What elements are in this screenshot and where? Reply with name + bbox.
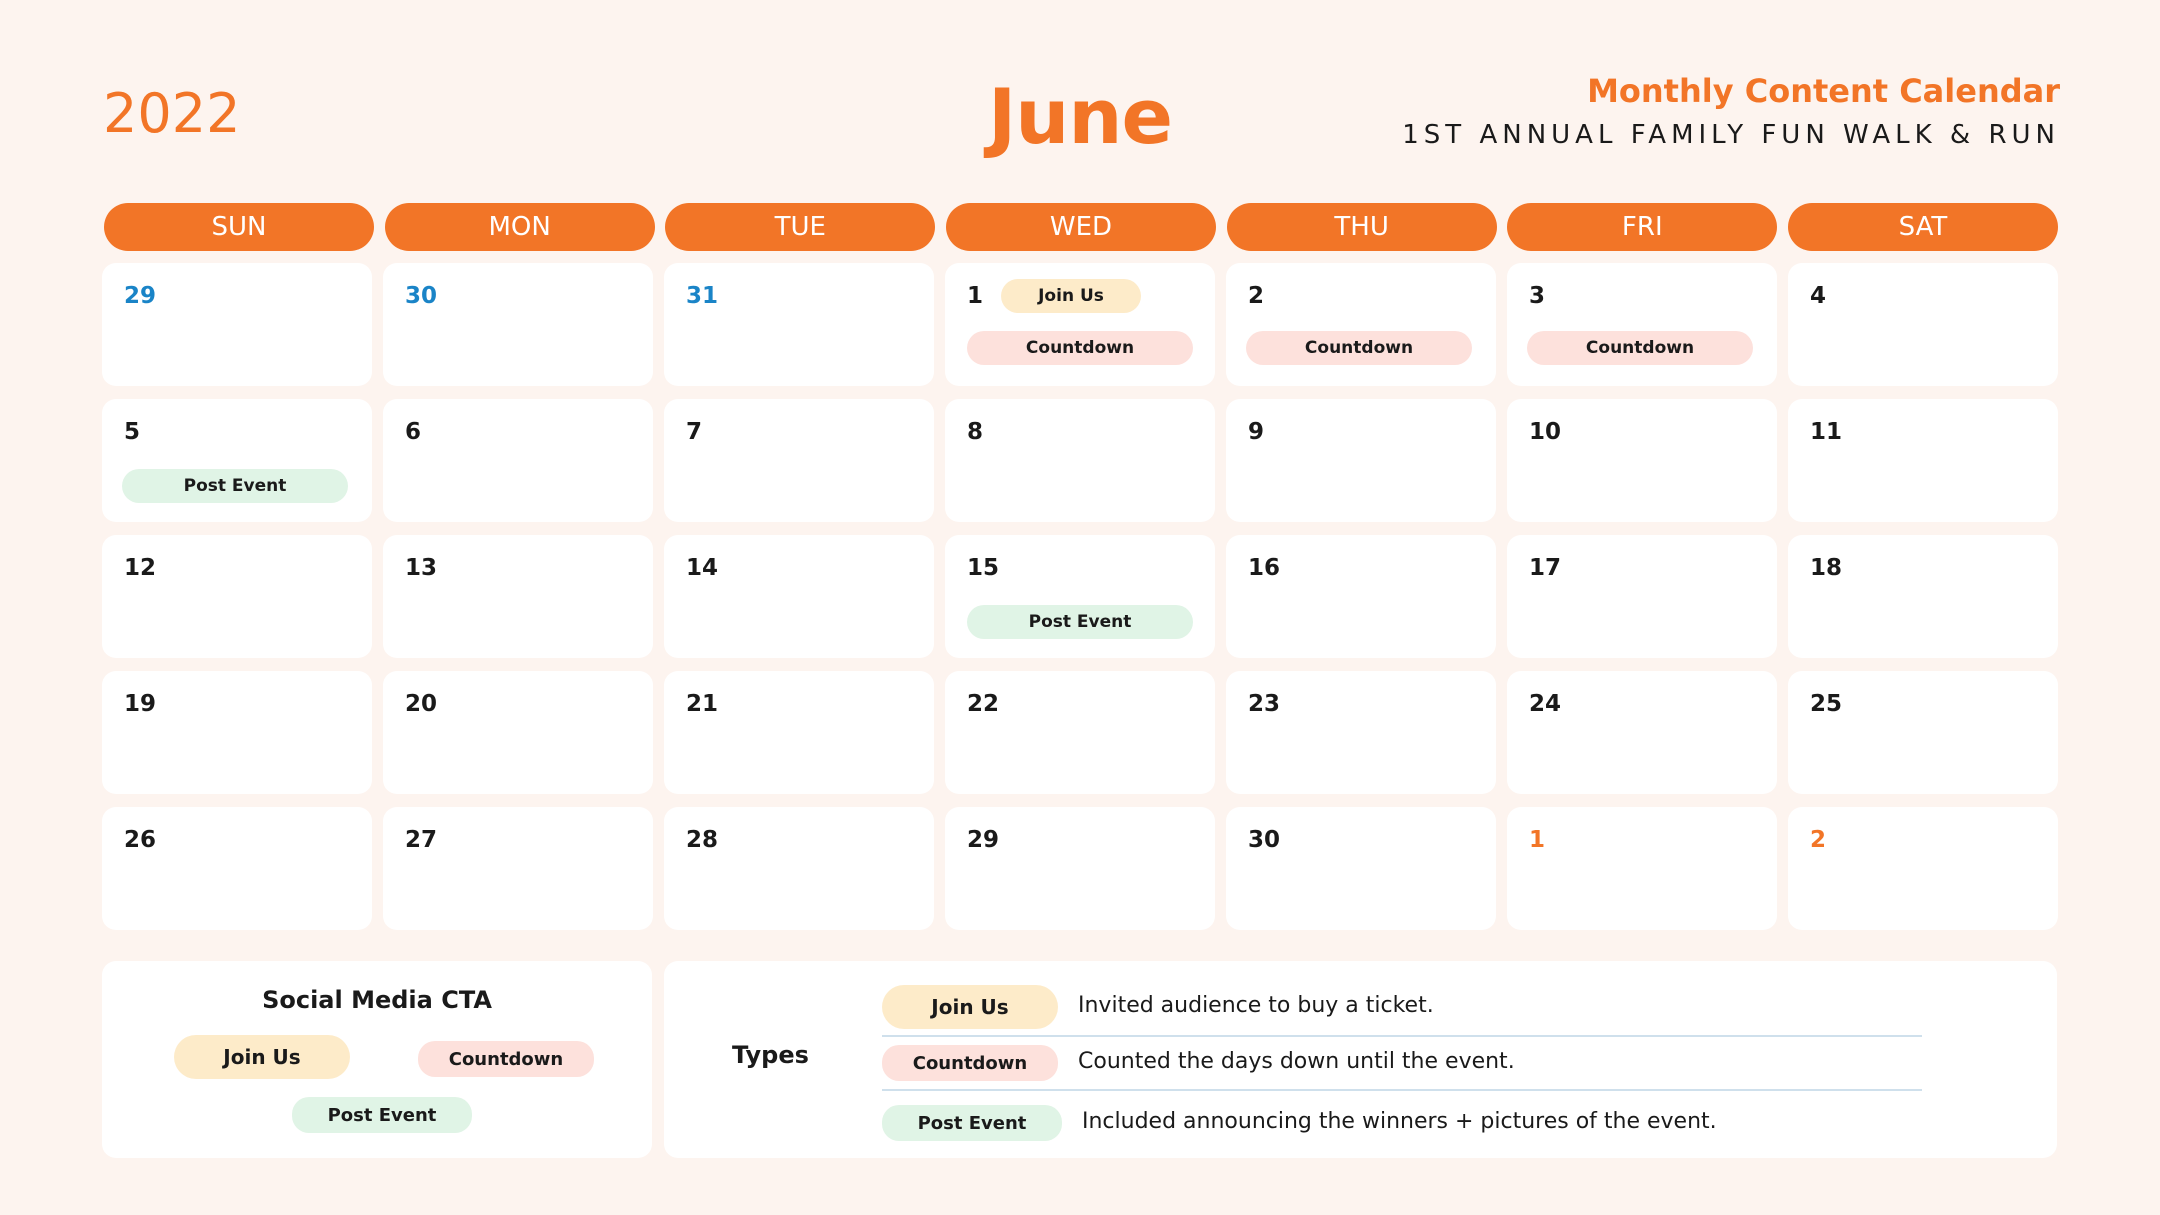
day-cell[interactable]: [664, 671, 934, 794]
day-cell[interactable]: [383, 535, 653, 658]
social-cta-title: Social Media CTA: [262, 986, 492, 1014]
day-cell[interactable]: [1226, 399, 1496, 522]
day-cell[interactable]: [102, 263, 372, 386]
day-number: 31: [686, 283, 719, 309]
day-cell[interactable]: [102, 807, 372, 930]
day-number: 29: [124, 283, 157, 309]
day-cell[interactable]: [383, 807, 653, 930]
day-cell[interactable]: [1226, 807, 1496, 930]
day-number: 19: [124, 691, 157, 717]
weekday-header-row: [104, 203, 2058, 251]
day-cell[interactable]: [102, 399, 372, 522]
day-number: 3: [1529, 283, 1546, 309]
header-right: [1402, 72, 2060, 150]
day-cell[interactable]: [945, 263, 1215, 386]
day-cell[interactable]: [945, 807, 1215, 930]
day-cell[interactable]: [1507, 263, 1777, 386]
day-cell[interactable]: [664, 807, 934, 930]
weekday-wed: WED: [946, 203, 1216, 251]
calendar-title: Monthly Content Calendar: [1587, 72, 2060, 110]
day-number: 4: [1810, 283, 1827, 309]
weekday-tue: TUE: [665, 203, 935, 251]
day-cell[interactable]: [664, 399, 934, 522]
day-number: 29: [967, 827, 1000, 853]
day-number: 21: [686, 691, 719, 717]
day-cell[interactable]: [1788, 399, 2058, 522]
type-tag-join-us: Join Us: [882, 985, 1058, 1029]
divider: [882, 1035, 1922, 1037]
day-number: 22: [967, 691, 1000, 717]
day-cell[interactable]: [1507, 399, 1777, 522]
day-number: 1: [1529, 827, 1546, 853]
month-title: June: [987, 72, 1173, 161]
tag-post-event: Post Event: [967, 605, 1193, 639]
day-cell[interactable]: [945, 671, 1215, 794]
type-tag-post-event: Post Event: [882, 1105, 1062, 1141]
day-number: 17: [1529, 555, 1562, 581]
day-cell[interactable]: [102, 535, 372, 658]
day-cell[interactable]: [383, 263, 653, 386]
day-number: 26: [124, 827, 157, 853]
tag-countdown: Countdown: [967, 331, 1193, 365]
tag-countdown: Countdown: [1527, 331, 1753, 365]
day-cell[interactable]: [945, 535, 1215, 658]
day-number: 5: [124, 419, 141, 445]
day-number: 13: [405, 555, 438, 581]
tag-post-event: Post Event: [122, 469, 348, 503]
day-number: 1: [967, 283, 984, 309]
day-number: 30: [1248, 827, 1281, 853]
type-desc-join-us: Invited audience to buy a ticket.: [1078, 993, 1434, 1018]
day-number: 28: [686, 827, 719, 853]
legend-tag-post-event: Post Event: [292, 1097, 472, 1133]
legend-tag-countdown: Countdown: [418, 1041, 594, 1077]
day-number: 7: [686, 419, 703, 445]
day-cell[interactable]: [383, 399, 653, 522]
weekday-sat: SAT: [1788, 203, 2058, 251]
day-number: 23: [1248, 691, 1281, 717]
social-media-cta-legend: [102, 961, 652, 1158]
types-legend: [664, 961, 2057, 1158]
legend-tag-join-us: Join Us: [174, 1035, 350, 1079]
day-cell[interactable]: [1788, 807, 2058, 930]
day-cell[interactable]: [1507, 807, 1777, 930]
day-cell[interactable]: [1788, 263, 2058, 386]
day-cell[interactable]: [945, 399, 1215, 522]
types-label: Types: [732, 1041, 809, 1069]
type-tag-countdown: Countdown: [882, 1045, 1058, 1081]
day-cell[interactable]: [664, 535, 934, 658]
day-cell[interactable]: [1226, 535, 1496, 658]
day-number: 9: [1248, 419, 1265, 445]
day-number: 16: [1248, 555, 1281, 581]
day-number: 18: [1810, 555, 1843, 581]
day-number: 27: [405, 827, 438, 853]
day-number: 15: [967, 555, 1000, 581]
day-number: 12: [124, 555, 157, 581]
day-number: 25: [1810, 691, 1843, 717]
day-cell[interactable]: [664, 263, 934, 386]
divider: [882, 1089, 1922, 1091]
weekday-sun: SUN: [104, 203, 374, 251]
day-cell[interactable]: [1788, 671, 2058, 794]
day-cell[interactable]: [1507, 671, 1777, 794]
calendar-grid: [102, 263, 2058, 930]
weekday-mon: MON: [385, 203, 655, 251]
tag-join-us: Join Us: [1001, 279, 1141, 313]
day-number: 11: [1810, 419, 1843, 445]
day-cell[interactable]: [1226, 263, 1496, 386]
day-number: 2: [1248, 283, 1265, 309]
day-number: 6: [405, 419, 422, 445]
tag-countdown: Countdown: [1246, 331, 1472, 365]
day-number: 24: [1529, 691, 1562, 717]
event-subtitle: 1ST ANNUAL FAMILY FUN WALK & RUN: [1402, 120, 2060, 150]
day-number: 30: [405, 283, 438, 309]
weekday-thu: THU: [1227, 203, 1497, 251]
type-desc-post-event: Included announcing the winners + pictures of the event.: [1082, 1109, 1717, 1134]
day-cell[interactable]: [1507, 535, 1777, 658]
day-number: 10: [1529, 419, 1562, 445]
type-desc-countdown: Counted the days down until the event.: [1078, 1049, 1515, 1074]
year-label: 2022: [103, 82, 241, 145]
day-number: 20: [405, 691, 438, 717]
day-cell[interactable]: [1788, 535, 2058, 658]
day-number: 2: [1810, 827, 1827, 853]
day-number: 8: [967, 419, 984, 445]
day-cell[interactable]: [1226, 671, 1496, 794]
day-cell[interactable]: [102, 671, 372, 794]
day-cell[interactable]: [383, 671, 653, 794]
day-number: 14: [686, 555, 719, 581]
weekday-fri: FRI: [1507, 203, 1777, 251]
